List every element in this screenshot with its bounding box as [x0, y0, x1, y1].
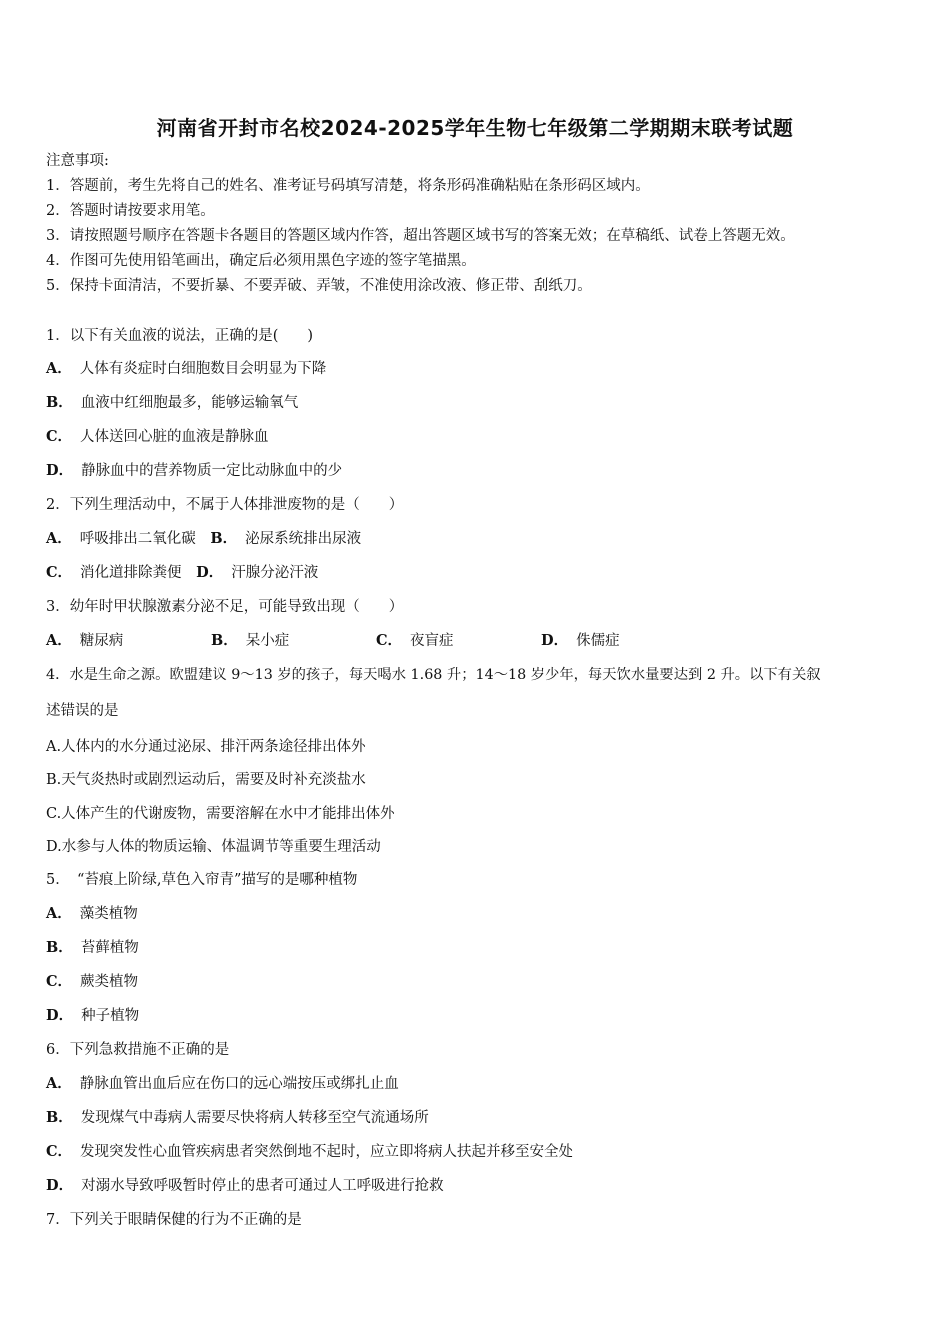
- option-text: 汗腺分泌汗液: [231, 565, 319, 581]
- option-letter: D．: [196, 564, 224, 581]
- question-6-option-d: [46, 1176, 444, 1196]
- question-3-option-c: [376, 631, 454, 651]
- question-5-option-b: [46, 938, 139, 958]
- question-2-options-ab: [46, 529, 361, 549]
- question-1-option-b: [46, 393, 298, 413]
- option-text: 泌尿系统排出尿液: [245, 531, 362, 547]
- option-letter: A．: [46, 530, 72, 547]
- option-text: 血液中红细胞最多，能够运输氧气: [80, 395, 299, 411]
- notice-item: 4．作图可先使用铅笔画出，确定后必须用黑色字迹的签字笔描黑。: [46, 253, 476, 269]
- option-text: 人体有炎症时白细胞数目会明显为下降: [79, 361, 327, 377]
- page-title: 河南省开封市名校2024-2025学年生物七年级第二学期期末联考试题: [156, 116, 794, 140]
- notice-item: 1．答题前，考生先将自己的姓名、准考证号码填写清楚，将条形码准确粘贴在条形码区域内。: [46, 178, 650, 194]
- notice-item: 2．答题时请按要求用笔。: [46, 203, 215, 219]
- question-2-options-cd: [46, 563, 318, 583]
- option-text: 呆小症: [245, 633, 290, 649]
- option-letter: D．: [46, 1177, 74, 1194]
- question-2-stem: 2．下列生理活动中，不属于人体排泄废物的是（ ）: [46, 497, 404, 513]
- question-6-option-b: [46, 1108, 429, 1128]
- question-4-option-d: D.水参与人体的物质运输、体温调节等重要生理活动: [46, 839, 381, 855]
- option-text: 对溺水导致呼吸暂时停止的患者可通过人工呼吸进行抢救: [81, 1178, 444, 1194]
- option-text: 发现煤气中毒病人需要尽快将病人转移至空气流通场所: [80, 1110, 429, 1126]
- question-5-option-a: [46, 904, 138, 924]
- option-letter: B．: [46, 939, 73, 956]
- option-letter: B．: [211, 632, 238, 649]
- question-1-option-c: [46, 427, 269, 447]
- question-6-stem: 6．下列急救措施不正确的是: [46, 1042, 230, 1058]
- option-text: 发现突发性心血管疾病患者突然倒地不起时，应立即将病人扶起并移至安全处: [80, 1144, 574, 1160]
- notice-item: 5．保持卡面清洁，不要折暴、不要弄破、弄皱，不准使用涂改液、修正带、刮纸刀。: [46, 278, 592, 294]
- question-4-option-c: C.人体产生的代谢废物，需要溶解在水中才能排出体外: [46, 806, 395, 822]
- option-text: 静脉血管出血后应在伤口的远心端按压或绑扎止血: [79, 1076, 399, 1092]
- question-3-option-a: [46, 631, 123, 651]
- option-letter: B．: [46, 394, 73, 411]
- question-5-option-d: [46, 1006, 139, 1026]
- question-1-option-d: [46, 461, 342, 481]
- question-1-option-a: [46, 359, 326, 379]
- option-text: 苔藓植物: [80, 940, 139, 956]
- option-letter: D．: [541, 632, 569, 649]
- option-letter: C．: [46, 428, 73, 445]
- option-letter: C．: [46, 1143, 73, 1160]
- option-letter: A．: [46, 360, 72, 377]
- option-letter: D．: [46, 462, 74, 479]
- option-letter: A．: [46, 1075, 72, 1092]
- question-6-option-a: [46, 1074, 399, 1094]
- option-letter: B．: [210, 530, 238, 547]
- question-3-option-d: [541, 631, 620, 651]
- question-4-stem: 4．水是生命之源。欧盟建议 9～13 岁的孩子，每天喝水 1.68 升；14～18 岁少年，每天饮水量要达到 2 升。以下有关叙: [46, 667, 821, 683]
- option-letter: D．: [46, 1007, 74, 1024]
- question-7-stem: 7．下列关于眼睛保健的行为不正确的是: [46, 1212, 302, 1228]
- option-text: 糖尿病: [79, 633, 124, 649]
- question-6-option-c: [46, 1142, 573, 1162]
- option-letter: A．: [46, 632, 72, 649]
- option-text: 蕨类植物: [80, 974, 139, 990]
- question-3-stem: 3．幼年时甲状腺激素分泌不足，可能导致出现（ ）: [46, 599, 404, 615]
- question-5-option-c: [46, 972, 138, 992]
- question-3-option-b: [211, 631, 289, 651]
- option-letter: C．: [46, 564, 73, 581]
- question-5-stem: 5． “苔痕上阶绿,草色入帘青”描写的是哪种植物: [46, 872, 358, 888]
- option-text: 侏儒症: [576, 633, 620, 649]
- option-letter: C．: [46, 973, 73, 990]
- question-4-stem-continued: 述错误的是: [46, 703, 119, 719]
- notice-heading: 注意事项:: [46, 153, 109, 169]
- option-text: 静脉血中的营养物质一定比动脉血中的少: [81, 463, 343, 479]
- option-text: 夜盲症: [410, 633, 454, 649]
- option-letter: B．: [46, 1109, 73, 1126]
- question-4-option-a: A.人体内的水分通过泌尿、排汗两条途径排出体外: [46, 739, 366, 755]
- notice-item: 3．请按照题号顺序在答题卡各题目的答题区域内作答，超出答题区域书写的答案无效；在草稿纸、试卷上答题无效。: [46, 228, 795, 244]
- option-text: 人体送回心脏的血液是静脉血: [80, 429, 269, 445]
- option-text: 消化道排除粪便: [80, 565, 182, 581]
- option-text: 种子植物: [81, 1008, 140, 1024]
- option-text: 藻类植物: [79, 906, 138, 922]
- question-1-stem: 1．以下有关血液的说法，正确的是( ): [46, 328, 314, 344]
- question-4-option-b: B.天气炎热时或剧烈运动后，需要及时补充淡盐水: [46, 772, 366, 788]
- option-text: 呼吸排出二氧化碳: [79, 531, 196, 547]
- option-letter: A．: [46, 905, 72, 922]
- option-letter: C．: [376, 632, 403, 649]
- question-3-options: [46, 631, 906, 651]
